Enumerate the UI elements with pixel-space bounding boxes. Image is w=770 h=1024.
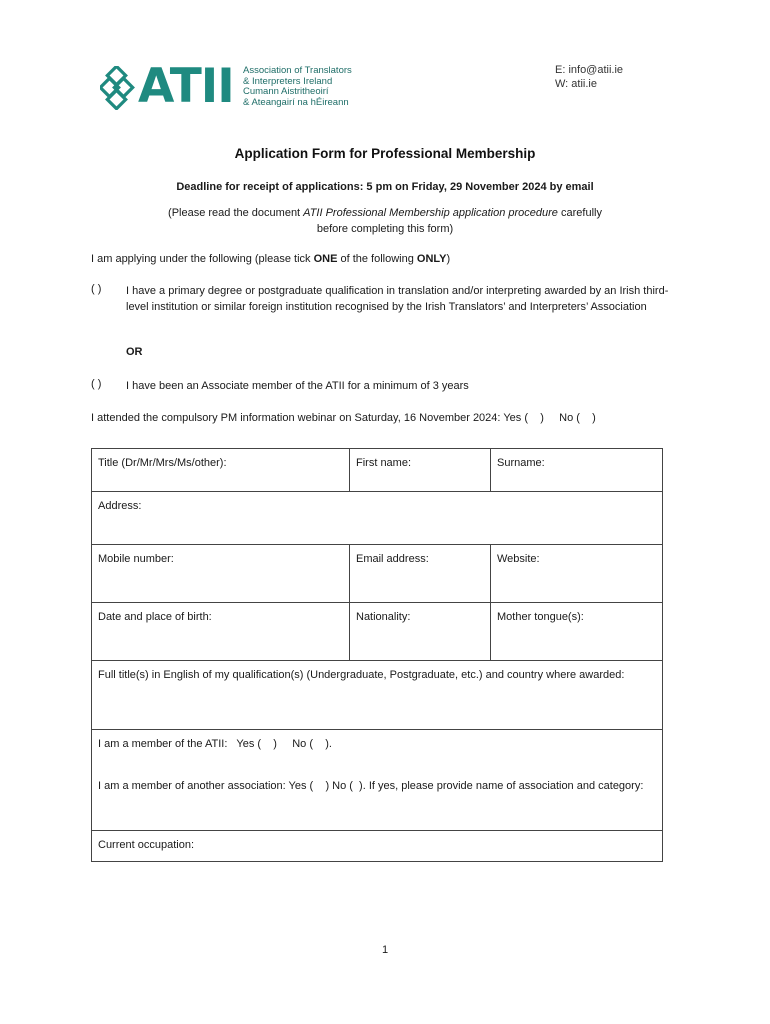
- qualification-field[interactable]: Full title(s) in English of my qualification(s) (Undergraduate, Postgraduate, etc.) and country where awarded:: [92, 661, 663, 730]
- applying-instruction: I am applying under the following (please tick ONE of the following ONLY): [91, 253, 451, 265]
- title-field[interactable]: Title (Dr/Mr/Mrs/Ms/other):: [92, 449, 350, 492]
- contact-block: [555, 64, 623, 91]
- membership-field[interactable]: [92, 730, 663, 831]
- option2-tickbox[interactable]: ( ): [91, 378, 102, 390]
- mother-tongue-field[interactable]: Mother tongue(s):: [491, 603, 663, 661]
- current-occupation-field[interactable]: Current occupation:: [92, 831, 663, 862]
- option1-tickbox[interactable]: ( ): [91, 283, 102, 295]
- page-number: 1: [381, 944, 389, 956]
- atii-logo-text: ATII: [138, 59, 234, 114]
- surname-field[interactable]: Surname:: [491, 449, 663, 492]
- website-field[interactable]: Website:: [491, 545, 663, 603]
- option1-text: I have a primary degree or postgraduate qualification in translation and/or interpreting awarded by an Irish third-level institution or similar foreign institution recognised by the Irish Translators’ and Interpreters’ Association: [126, 285, 669, 313]
- contact-email: E: info@atii.ie: [555, 64, 624, 76]
- application-form-table: [91, 448, 663, 862]
- deadline-text: Deadline for receipt of applications: 5 pm on Friday, 29 November 2024 by email: [176, 181, 594, 193]
- other-association-question: I am a member of another association: Yes ( ) No ( ). If yes, please provide name of association and category:: [98, 780, 644, 792]
- or-label: OR: [126, 346, 143, 358]
- instructions-note: (Please read the document ATII Professional Membership application procedure carefully before completing this form): [168, 207, 602, 235]
- organisation-name: Association of Translators & Interpreters Ireland Cumann Aistritheoirí & Ateangairí na hÉireann: [243, 65, 352, 108]
- address-field[interactable]: Address:: [92, 492, 663, 545]
- email-address-field[interactable]: Email address:: [350, 545, 491, 603]
- contact-website: W: atii.ie: [555, 77, 597, 90]
- option2-text: I have been an Associate member of the ATII for a minimum of 3 years: [126, 380, 469, 392]
- mobile-number-field[interactable]: Mobile number:: [92, 545, 350, 603]
- page-title: Application Form for Professional Membership: [234, 146, 536, 161]
- atii-knot-logo-icon: [100, 66, 138, 110]
- atii-member-question: I am a member of the ATII: Yes ( ) No ( ).: [98, 738, 332, 750]
- date-place-of-birth-field[interactable]: Date and place of birth:: [92, 603, 350, 661]
- first-name-field[interactable]: First name:: [350, 449, 491, 492]
- webinar-question: I attended the compulsory PM information webinar on Saturday, 16 November 2024: Yes ( ) No ( ): [91, 412, 596, 424]
- nationality-field[interactable]: Nationality:: [350, 603, 491, 661]
